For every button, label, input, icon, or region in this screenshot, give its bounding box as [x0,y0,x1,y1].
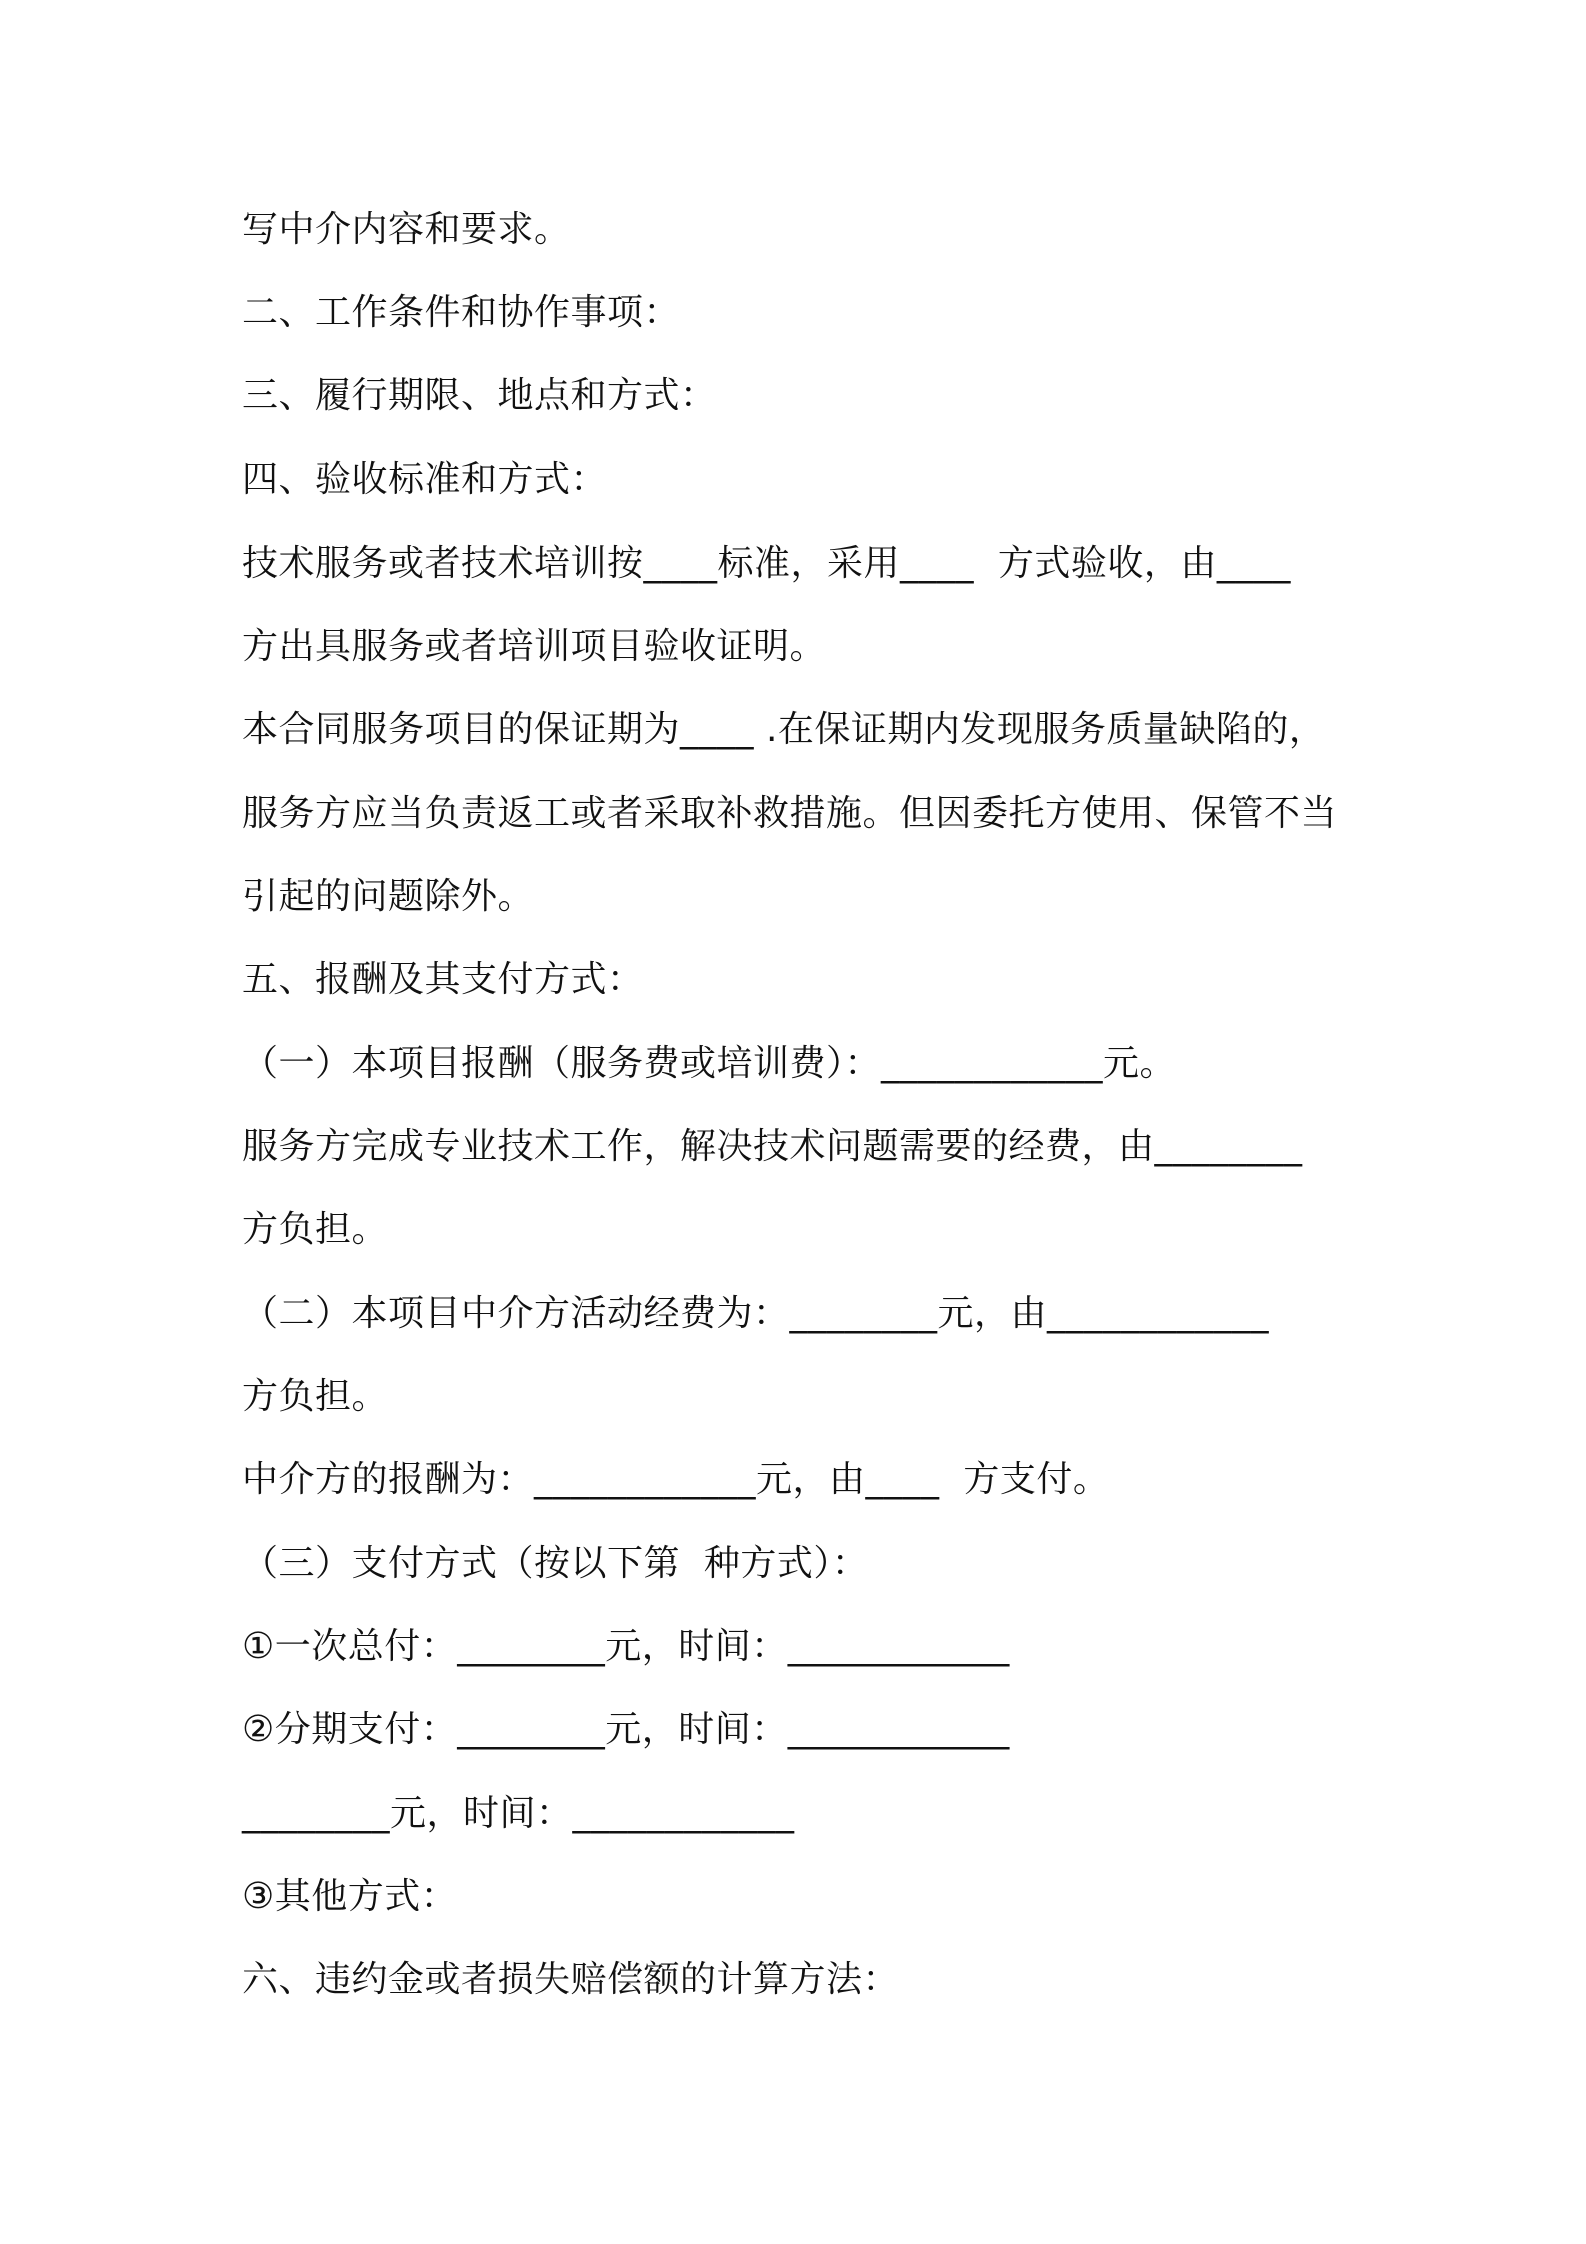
text-line-acceptance-cont: 方出具服务或者培训项目验收证明。 [242,626,827,667]
text-line-warranty-cont: 服务方应当负责返工或者采取补救措施。但因委托方使用、保管不当 [242,793,1338,834]
text-line-intermediary-expense-cont: 方负担。 [242,1376,389,1417]
text-line-payment-lump-sum: ①一次总付：________元，时间：____________ [242,1626,1010,1667]
text-line-fee: （一）本项目报酬（服务费或培训费）：____________元。 [242,1043,1177,1084]
text-line-expense: 服务方完成专业技术工作，解决技术问题需要的经费，由________ [242,1126,1303,1167]
section-heading-6: 六、违约金或者损失赔偿额的计算方法： [242,1959,900,2000]
text-line-intermediary-fee: 中介方的报酬为：____________元，由____ 方支付。 [242,1459,1110,1500]
section-heading-5: 五、报酬及其支付方式： [242,959,644,1000]
text-line-payment-installment-cont: ________元，时间：____________ [242,1793,795,1834]
text-line-intermediary-expense: （二）本项目中介方活动经费为：________元，由____________ [242,1293,1270,1334]
text-line-warranty-end: 引起的问题除外。 [242,876,535,917]
text-line-1: 写中介内容和要求。 [242,209,571,250]
text-line-payment-installment: ②分期支付：________元，时间：____________ [242,1709,1010,1750]
text-line-expense-cont: 方负担。 [242,1209,389,1250]
section-heading-2: 二、工作条件和协作事项： [242,292,681,333]
text-line-warranty: 本合同服务项目的保证期为____ .在保证期内发现服务质量缺陷的， [242,709,1326,750]
text-line-payment-method: （三）支付方式（按以下第 种方式）： [242,1543,869,1584]
section-heading-3: 三、履行期限、地点和方式： [242,375,717,416]
text-line-acceptance: 技术服务或者技术培训按____标准，采用____ 方式验收，由____ [242,543,1291,584]
text-line-payment-other: ③其他方式： [242,1876,458,1917]
section-heading-4: 四、验收标准和方式： [242,459,608,500]
